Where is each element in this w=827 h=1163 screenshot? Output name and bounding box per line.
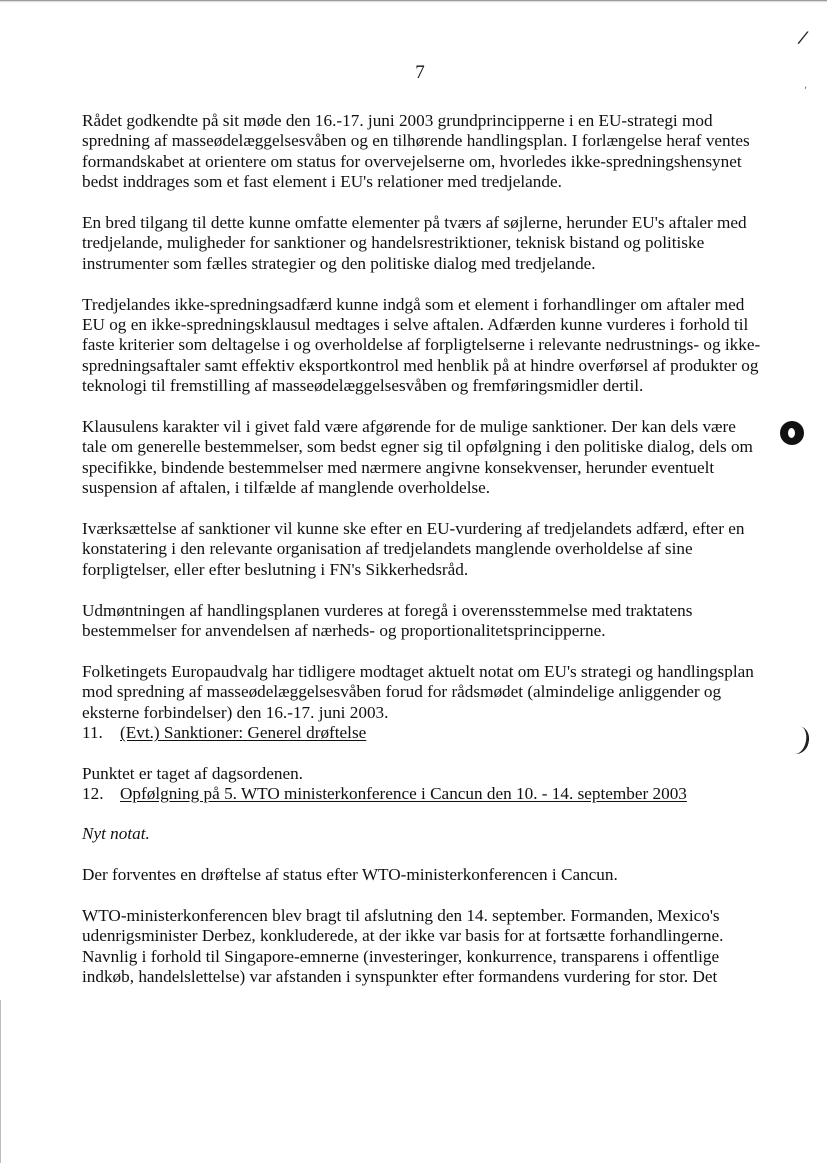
paragraph-broad-approach: En bred tilgang til dette kunne omfatte elementer på tværs af søjlerne, herunder EU's aftaler med tredjelande, muligheder for sanktioner og handelsrestriktioner, teknisk bistand og politiske instrumenter som fælles strategier og den politiske dialog med tredjelande.: [82, 213, 747, 273]
section-11-heading: [82, 723, 762, 743]
page-number: 7: [415, 62, 425, 83]
section-12-title: Opfølgning på 5. WTO ministerkonference i Cancun den 10. - 14. september 2003: [120, 783, 687, 803]
top-edge-rule: [0, 0, 827, 3]
punch-hole-arc-mark: [783, 724, 811, 756]
section-11-title: (Evt.) Sanktioner: Generel drøftelse: [120, 723, 367, 743]
left-edge-rule: [0, 1000, 1, 1163]
paragraph-european-committee: Folketingets Europaudvalg har tidligere modtaget aktuelt notat om EU's strategi og handlingsplan mod spredning af masseødelæggelsesvåben forud for rådsmødet (almindelige anliggender og eksterne forbindelser) den 16.-17. juni 2003.: [82, 661, 754, 722]
section-11-number: 11.: [82, 723, 103, 743]
paragraph-sanctions-implementation: Iværksættelse af sanktioner vil kunne ske efter en EU-vurdering af tredjelandets adfærd, efter en konstatering i den relevante organisation af tredjelandets manglende overholdelse af sine forpligtelser, eller efter beslutning i FN's Sikkerhedsråd.: [82, 519, 745, 579]
paragraph-clause-character: Klausulens karakter vil i givet fald være afgørende for de mulige sanktioner. Der kan dels være tale om generelle bestemmelser, som bedst egner sig til opfølgning i den politiske dialog, dels om specifikke, bindende bestemmelser med nærmere angivne konsekvenser, herunder eventuelt suspension af aftalen, i tilfælde af manglende overholdelse.: [82, 417, 753, 498]
paragraph-subsidiarity: Udmøntningen af handlingsplanen vurderes at foregå i overensstemmelse med traktatens bestemmelser for anvendelsen af nærheds- og proportionalitetsprincipperne.: [82, 600, 693, 641]
section-11-text: Punktet er taget af dagsordenen.: [82, 763, 303, 783]
scan-speck: ,: [804, 80, 808, 91]
pen-tick-mark: /: [797, 27, 808, 49]
section-12-heading: [82, 784, 762, 804]
section-12-number: 12.: [82, 783, 104, 803]
paragraph-third-country-conduct: Tredjelandes ikke-spredningsadfærd kunne indgå som et element i forhandlinger om aftaler med EU og en ikke-spredningsklausul medtages i selve aftalen. Adfærden kunne vurderes i forhold til faste kriterier som deltagelse i og overholdelse af forpligtelserne i relevante nedrustnings- og ikke-spredningsaftaler samt effektiv eksportkontrol med henblik på at hindre overførsel af produkter og teknologi til fremstilling af masseødelæggelsesvåben og fremføringsmidler dertil.: [82, 294, 761, 396]
section-12-paragraph-2: WTO-ministerkonferencen blev bragt til afslutning den 14. september. Formanden, Mexico's udenrigsminister Derbez, konkluderede, at der ikke var basis for at fortsætte forhandlingerne. Navnlig i forhold til Singapore-emnerne (investeringer, konkurrence, transparens i offentlige indkøb, handelslettelse) var afstanden i synspunkter efter formandens vurdering for stor. Det: [82, 905, 724, 987]
section-12-paragraph-1: Der forventes en drøftelse af status efter WTO-ministerkonferencen i Cancun.: [82, 865, 618, 885]
section-12-note: Nyt notat.: [82, 824, 150, 844]
punch-hole-mark: [780, 421, 804, 445]
paragraph-eu-strategy: Rådet godkendte på sit møde den 16.-17. juni 2003 grundprincipperne i en EU-strategi mod spredning af masseødelæggelsesvåben og en tilhørende handlingsplan. I forlængelse heraf ventes formandskabet at orientere om status for overvejelserne om, hvorledes ikke-spredningshensynet bedst inddrages som et fast element i EU's relationer med tredjelande.: [82, 111, 750, 192]
document-body: [82, 111, 762, 988]
